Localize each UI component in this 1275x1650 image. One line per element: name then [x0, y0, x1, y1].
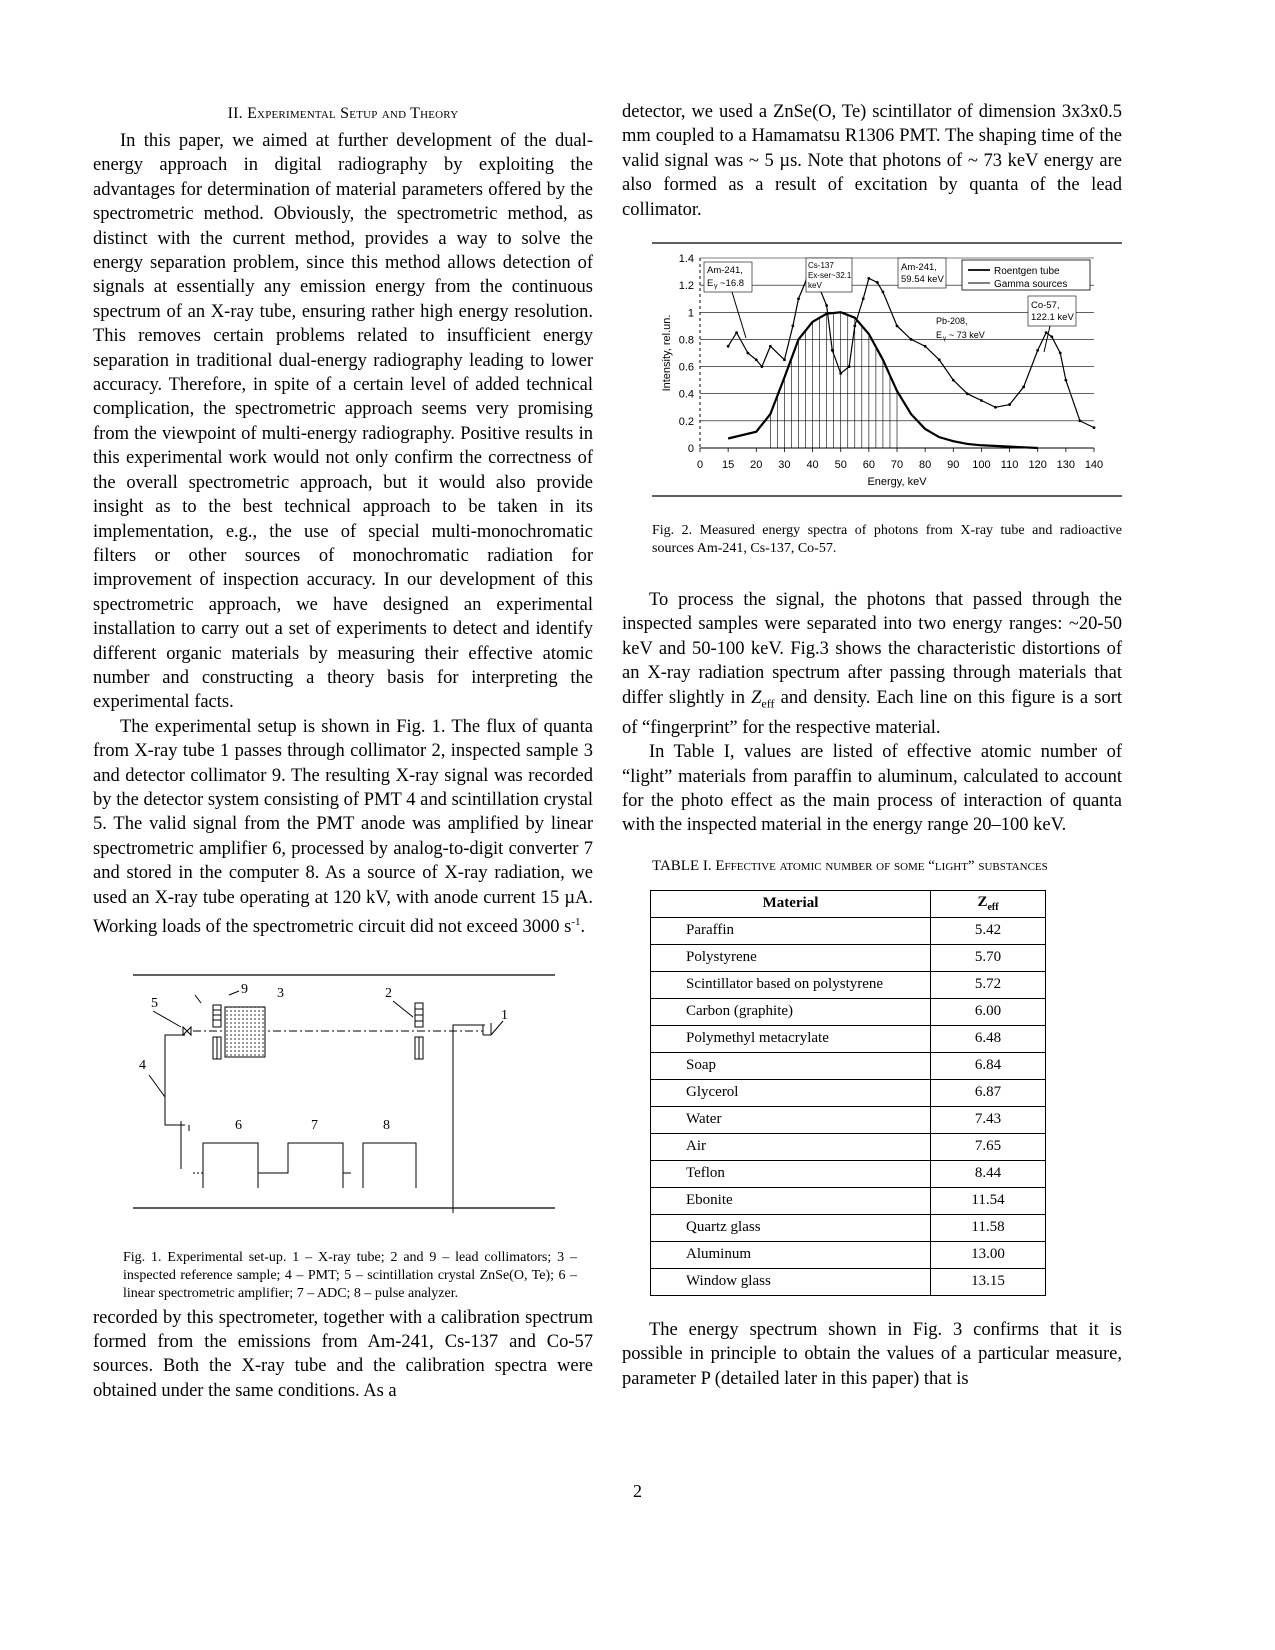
- leader-4: [149, 1075, 165, 1097]
- y-tick-label: 1.2: [678, 280, 694, 293]
- zeff-cell: 13.15: [931, 1268, 1046, 1295]
- analyzer-8: [363, 1143, 416, 1188]
- leader-5: [153, 1011, 181, 1027]
- data-point: [966, 392, 969, 395]
- material-cell: Soap: [651, 1052, 931, 1079]
- paragraph: In Table I, values are listed of effective atomic number of “light” materials from paraffin to aluminum, calculated to account for the photo effect as the main process of interaction of quanta with the inspected material in the energy range 20–100 keV.: [622, 742, 1122, 836]
- data-point: [924, 345, 927, 348]
- x-tick-label: 70: [890, 459, 904, 472]
- z-symbol: Z: [751, 687, 762, 708]
- zeff-cell: 5.70: [931, 944, 1046, 971]
- table-row: [651, 1025, 1046, 1052]
- data-point: [1093, 426, 1096, 429]
- annotation-label: 122.1 keV: [1031, 312, 1074, 324]
- right-column: [622, 100, 1122, 1391]
- data-point: [994, 406, 997, 409]
- y-tick-label: 0.2: [678, 415, 694, 428]
- xray-tube-1: [453, 1025, 485, 1213]
- x-tick-label: 30: [778, 459, 791, 472]
- figure-1-caption: Fig. 1. Experimental set-up. 1 – X-ray tube; 2 and 9 – lead collimators; 3 – inspected reference sample; 4 – PMT; 5 – scintillation crystal ZnSe(O, Te); 6 – linear spectrometric amplifier; 7 – ADC; 8 – pulse analyzer.: [123, 1249, 577, 1301]
- figure-2-caption: Fig. 2. Measured energy spectra of photons from X-ray tube and radioactive sources Am-241, Cs-137, Co-57.: [652, 523, 1122, 557]
- leader-9: [229, 991, 239, 995]
- setup-diagram: [93, 973, 593, 1213]
- y-tick-label: 0.4: [678, 388, 694, 401]
- data-point: [1059, 352, 1062, 355]
- table-row: [651, 1187, 1046, 1214]
- table-row: [651, 1160, 1046, 1187]
- figure-2: [622, 240, 1122, 558]
- y-tick-label: 0.6: [678, 361, 694, 374]
- zeff-cell: 13.00: [931, 1241, 1046, 1268]
- data-point: [980, 399, 983, 402]
- label-9: 9: [241, 981, 248, 997]
- material-cell: Water: [651, 1106, 931, 1133]
- annotation-label: keV: [808, 281, 822, 291]
- x-tick-label: 0: [696, 459, 704, 472]
- section-heading: [93, 105, 593, 123]
- series-gamma-sources: [728, 272, 1094, 428]
- label-6: 6: [235, 1117, 242, 1133]
- material-cell: Air: [651, 1133, 931, 1160]
- label-4: 4: [139, 1057, 146, 1073]
- data-point: [783, 358, 786, 361]
- zeff-cell: 11.54: [931, 1187, 1046, 1214]
- x-tick-label: 20: [750, 459, 763, 472]
- table-row: [651, 1106, 1046, 1133]
- paragraph: The energy spectrum shown in Fig. 3 confirms that it is possible in principle to obtain the values of a particular measure, parameter P (detailed later in this paper) that is: [622, 1319, 1122, 1389]
- data-point: [867, 277, 870, 280]
- x-tick-label: 80: [919, 459, 932, 472]
- header-zeff: [931, 890, 1046, 917]
- label-5: 5: [151, 995, 158, 1011]
- legend-label: Roentgen tube: [994, 266, 1060, 278]
- data-point: [848, 365, 851, 368]
- collimator-9: [213, 1005, 221, 1059]
- x-tick-label: 60: [862, 459, 875, 472]
- annotation-label: ~16.8: [720, 278, 745, 290]
- x-tick-label: 120: [1028, 459, 1047, 472]
- material-cell: Quartz glass: [651, 1214, 931, 1241]
- data-point: [1022, 386, 1025, 389]
- zeff-cell: 6.84: [931, 1052, 1046, 1079]
- data-point: [735, 331, 738, 334]
- material-cell: Teflon: [651, 1160, 931, 1187]
- y-tick-label: 1.4: [678, 253, 694, 266]
- material-cell: Polymethyl metacrylate: [651, 1025, 931, 1052]
- zeff-cell: 6.87: [931, 1079, 1046, 1106]
- annotation-label: Ex-ser~32.1: [808, 271, 852, 281]
- data-point: [853, 324, 856, 327]
- data-point: [797, 297, 800, 300]
- pmt-wire: [165, 1035, 185, 1125]
- paragraph: recorded by this spectrometer, together with a calibration spectrum formed from the emissions from Am-241, Cs-137 and Co-57 sources. Both the X-ray tube and the calibration spectra were obtained under the same conditions. As a: [93, 1307, 593, 1401]
- paragraph: In this paper, we aimed at further development of the dual-energy approach in digital radiography by exploiting the advantages for determination of material parameters offered by the spectrometric method. Obviously, the spectrometric method, as distinct with the current method, provides a way to solve the energy separation problem, since this method allows detection of signals at essentially any emission energy from the continuous spectrum of an X-ray tube, ensuring rather high energy resolution. This removes certain problems related to insufficient energy separation in traditional dual-energy radiography leading to lower accuracy. Therefore, in spite of a certain level of added technical complication, the spectrometric approach seems very promising from the viewpoint of multi-energy radiography. Positive results in this experimental work would not only confirm the correctness of the overall spectrometric approach, but it would also provide insight as to the best technical approach to be taken in its implementation, e.g., the use of special multi-monochromatic filters or other sources of monochromatic radiation for improvement of inspection accuracy. In our development of this spectrometric approach, we have designed an experimental installation to carry out a set of experiments to detect and identify different organic materials by measuring their effective atomic number and constructing a theory basis for interpreting the experimental facts.: [93, 131, 593, 713]
- data-point: [831, 349, 834, 352]
- data-point: [825, 304, 828, 307]
- label-8: 8: [383, 1117, 390, 1133]
- energy-spectrum-chart: [622, 240, 1122, 500]
- zeff-cell: 7.43: [931, 1106, 1046, 1133]
- annotation-label: E: [936, 330, 943, 341]
- label-1: 1: [501, 1007, 508, 1023]
- data-point: [910, 338, 913, 341]
- sample-3: [225, 1007, 265, 1057]
- crystal-5: [183, 1027, 191, 1035]
- annotation-label: γ: [714, 283, 718, 291]
- data-point: [1079, 419, 1082, 422]
- table-caption: TABLE I. Effective atomic number of some “light” substances: [652, 857, 1048, 874]
- z-subscript: eff: [761, 696, 775, 711]
- label-3: 3: [277, 985, 284, 1001]
- annotation-label: Am-241,: [707, 265, 743, 277]
- left-column: [93, 100, 593, 1403]
- zeff-sub: eff: [987, 902, 999, 914]
- table-row: [651, 1268, 1046, 1295]
- material-cell: Scintillator based on polystyrene: [651, 971, 931, 998]
- data-point: [1045, 331, 1048, 334]
- x-tick-label: 50: [834, 459, 847, 472]
- figure-1: [93, 973, 593, 1303]
- annotation-label: γ: [943, 335, 947, 343]
- table-row: [651, 1079, 1046, 1106]
- label-2: 2: [385, 985, 392, 1001]
- material-cell: Carbon (graphite): [651, 998, 931, 1025]
- paragraph: [93, 715, 593, 940]
- annotation-label: Pb-208,: [936, 316, 968, 327]
- x-axis-label: Energy, keV: [867, 476, 927, 489]
- table-header-row: [651, 890, 1046, 917]
- table-row: [651, 1214, 1046, 1241]
- paragraph-text: The experimental setup is shown in Fig. 1. The flux of quanta from X-ray tube 1 passes through collimator 2, inspected sample 3 and detector collimator 9. The resulting X-ray signal was recorded by the detector system consisting of PMT 4 and scintillation crystal 5. The valid signal from the PMT anode was amplified by linear spectrometric amplifier 6, processed by analog-to-digit converter 7 and stored in the computer 8. As a source of X-ray radiation, we used an X-ray tube operating at 120 kV, with anode current 15 µA. Working loads of the spectrometric circuit did not exceed 3000 s: [93, 716, 593, 938]
- data-point: [769, 345, 772, 348]
- amplifier-6: [203, 1143, 258, 1188]
- annotation-arrow: [1044, 326, 1050, 352]
- y-tick-label: 0.8: [678, 334, 694, 347]
- data-point: [896, 324, 899, 327]
- data-point: [862, 297, 865, 300]
- data-point: [938, 358, 941, 361]
- zeff-cell: 8.44: [931, 1160, 1046, 1187]
- annotation-label: Co-57,: [1031, 300, 1060, 312]
- table-row: [651, 998, 1046, 1025]
- data-point: [839, 372, 842, 375]
- zeff-cell: 6.00: [931, 998, 1046, 1025]
- paragraph-text: To process the signal, the photons that passed through the inspected samples were separated into two energy ranges: ~20-50 keV and 50-100 keV. Fig.3 shows the characteristic distortions of an X-ray radiation spectrum after passing through materials that differ slightly in: [622, 590, 1122, 708]
- table-row: [651, 944, 1046, 971]
- leader-2: [393, 1001, 413, 1017]
- page-number: 2: [633, 1481, 642, 1501]
- material-cell: Polystyrene: [651, 944, 931, 971]
- annotation-label: Cs-137: [808, 261, 834, 271]
- paragraph: [622, 588, 1122, 740]
- table-row: [651, 917, 1046, 944]
- annotation-label: E: [707, 278, 714, 290]
- y-tick-label: 1: [687, 307, 694, 320]
- data-point: [761, 365, 764, 368]
- paragraph-text: and density. Each line on this figure is a sort of “fingerprint” for the respective material.: [622, 687, 1122, 738]
- data-point: [791, 324, 794, 327]
- adc-7: [258, 1143, 343, 1188]
- section-numeral: II.: [227, 105, 243, 122]
- x-tick-label: 140: [1084, 459, 1104, 472]
- paragraph-end: .: [580, 917, 586, 938]
- header-material: Material: [651, 890, 931, 917]
- data-point: [1008, 403, 1011, 406]
- material-cell: Window glass: [651, 1268, 931, 1295]
- superscript: -1: [571, 916, 581, 928]
- material-cell: Paraffin: [651, 917, 931, 944]
- material-cell: Glycerol: [651, 1079, 931, 1106]
- data-point: [727, 345, 730, 348]
- zeff-symbol: Z: [977, 894, 988, 911]
- table-row: [651, 1241, 1046, 1268]
- x-tick-label: 110: [1000, 459, 1019, 472]
- data-point: [1036, 349, 1039, 352]
- x-tick-label: 40: [806, 459, 819, 472]
- table-row: [651, 1133, 1046, 1160]
- zeff-cell: 7.65: [931, 1133, 1046, 1160]
- x-tick-label: 15: [722, 459, 735, 472]
- material-cell: Ebonite: [651, 1187, 931, 1214]
- data-point: [952, 379, 955, 382]
- table-body: [651, 917, 1046, 1295]
- zeff-cell: 5.72: [931, 971, 1046, 998]
- data-point: [746, 352, 749, 355]
- annotation-label: 59.54 keV: [901, 274, 944, 286]
- annotation-label: ~ 73 keV: [949, 330, 985, 341]
- annotation-arrow: [732, 292, 746, 338]
- data-point: [1064, 379, 1067, 382]
- annotation-label: Am-241,: [901, 262, 937, 274]
- zeff-cell: 11.58: [931, 1214, 1046, 1241]
- zeff-table: [650, 890, 1046, 1296]
- x-tick-label: 100: [972, 459, 991, 472]
- x-tick-label: 90: [947, 459, 960, 472]
- legend-label: Gamma sources: [994, 279, 1068, 291]
- data-point: [755, 358, 758, 361]
- zeff-cell: 6.48: [931, 1025, 1046, 1052]
- paragraph: detector, we used a ZnSe(O, Te) scintillator of dimension 3x3x0.5 mm coupled to a Hamamatsu R1306 PMT. The shaping time of the valid signal was ~ 5 µs. Note that photons of ~ 73 keV energy are also formed as a result of excitation by quanta of the lead collimator.: [622, 102, 1122, 220]
- y-tick-label: 0: [687, 443, 694, 456]
- table-row: [651, 1052, 1046, 1079]
- material-cell: Aluminum: [651, 1241, 931, 1268]
- data-point: [882, 291, 885, 294]
- data-point: [876, 281, 879, 284]
- y-axis-label: Intensity, rel.un.: [661, 314, 673, 392]
- label-7: 7: [311, 1117, 318, 1133]
- table-row: [651, 971, 1046, 998]
- data-point: [1050, 335, 1053, 338]
- zeff-cell: 5.42: [931, 917, 1046, 944]
- x-tick-label: 130: [1056, 459, 1076, 472]
- section-title: Experimental Setup and Theory: [247, 105, 459, 122]
